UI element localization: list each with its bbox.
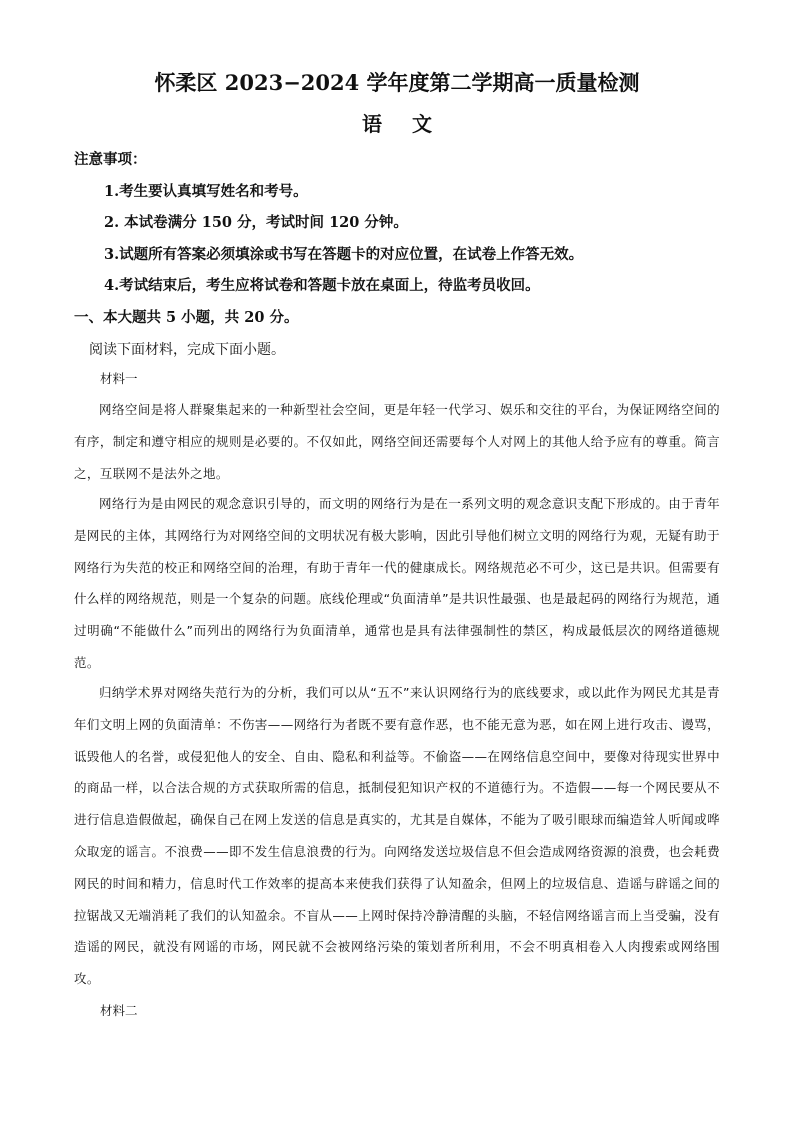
notice-item-1: 1.考生要认真填写姓名和考号。 — [104, 183, 308, 200]
notice-item-2: 2. 本试卷满分 150 分，考试时间 120 分钟。 — [104, 214, 408, 231]
material-1-paragraph-1: 网络空间是将人群聚集起来的一种新型社会空间，更是年轻一代学习、娱乐和交往的平台，为保证网络空间的有序，制定和遵守相应的规则是必要的。不仅如此，网络空间还需要每个人对网上的其他人给予应有的尊重。简言之，互联网不是法外之地。 — [74, 402, 720, 481]
reading-instruction: 阅读下面材料，完成下面小题。 — [89, 342, 285, 358]
notice-item-3: 3.试题所有答案必须填涂或书写在答题卡的对应位置，在试卷上作答无效。 — [104, 246, 584, 263]
material-1-paragraph-2: 网络行为是由网民的观念意识引导的，而文明的网络行为是在一系列文明的观念意识支配下形成的。由于青年是网民的主体，其网络行为对网络空间的文明状况有极大影响，因此引导他们树立文明的网络行为观，无疑有助于网络行为失范的校正和网络空间的治理，有助于青年一代的健康成长。网络规范必不可少，这已是共识。但需要有什么样的网络规范，则是一个复杂的问题。底线伦理或“负面清单”是共识性最强、也是最起码的网络行为规范，通过明确“不能做什么”而列出的网络行为负面清单，通常也是具有法律强制性的禁区，构成最低层次的网络道德规范。 — [74, 496, 720, 670]
exam-title: 怀柔区 2023−2024 学年度第二学期高一质量检测 — [154, 70, 640, 95]
material-2-label: 材料二 — [100, 1003, 138, 1018]
notice-item-4: 4.考试结束后，考生应将试卷和答题卡放在桌面上，待监考员收回。 — [104, 277, 540, 294]
material-1-paragraph-3: 归纳学术界对网络失范行为的分析，我们可以从“五不”来认识网络行为的底线要求，或以此作为网民尤其是青年们文明上网的负面清单：不伤害——网络行为者既不要有意作恶，也不能无意为恶，如在网上进行攻击、谩骂，诋毁他人的名誉，或侵犯他人的安全、自由、隐私和利益等。不偷盗——在网络信息空间中，要像对待现实世界中的商品一样，以合法合规的方式获取所需的信息，抵制侵犯知识产权的不道德行为。不造假——每一个网民要从不进行信息造假做起，确保自己在网上发送的信息是真实的，尤其是自媒体，不能为了吸引眼球而编造耸人听闻或哗众取宠的谣言。不浪费——即不发生信息浪费的行为。向网络发送垃圾信息不但会造成网络资源的浪费，也会耗费网民的时间和精力，信息时代工作效率的提高本来使我们获得了认知盈余，但网上的垃圾信息、造谣与辟谣之间的拉锯战又无端消耗了我们的认知盈余。不盲从——上网时保持冷静清醒的头脑，不轻信网络谣言而上当受骗，没有造谣的网民，就没有网谣的市场，网民就不会被网络污染的策划者所利用，不会不明真相卷入人肉搜索或网络围攻。 — [74, 685, 720, 987]
material-1-label: 材料一 — [100, 371, 138, 386]
section-heading: 一、本大题共 5 小题，共 20 分。 — [74, 309, 299, 326]
notice-heading: 注意事项： — [74, 151, 147, 168]
subject-title: 语文 — [362, 112, 462, 136]
